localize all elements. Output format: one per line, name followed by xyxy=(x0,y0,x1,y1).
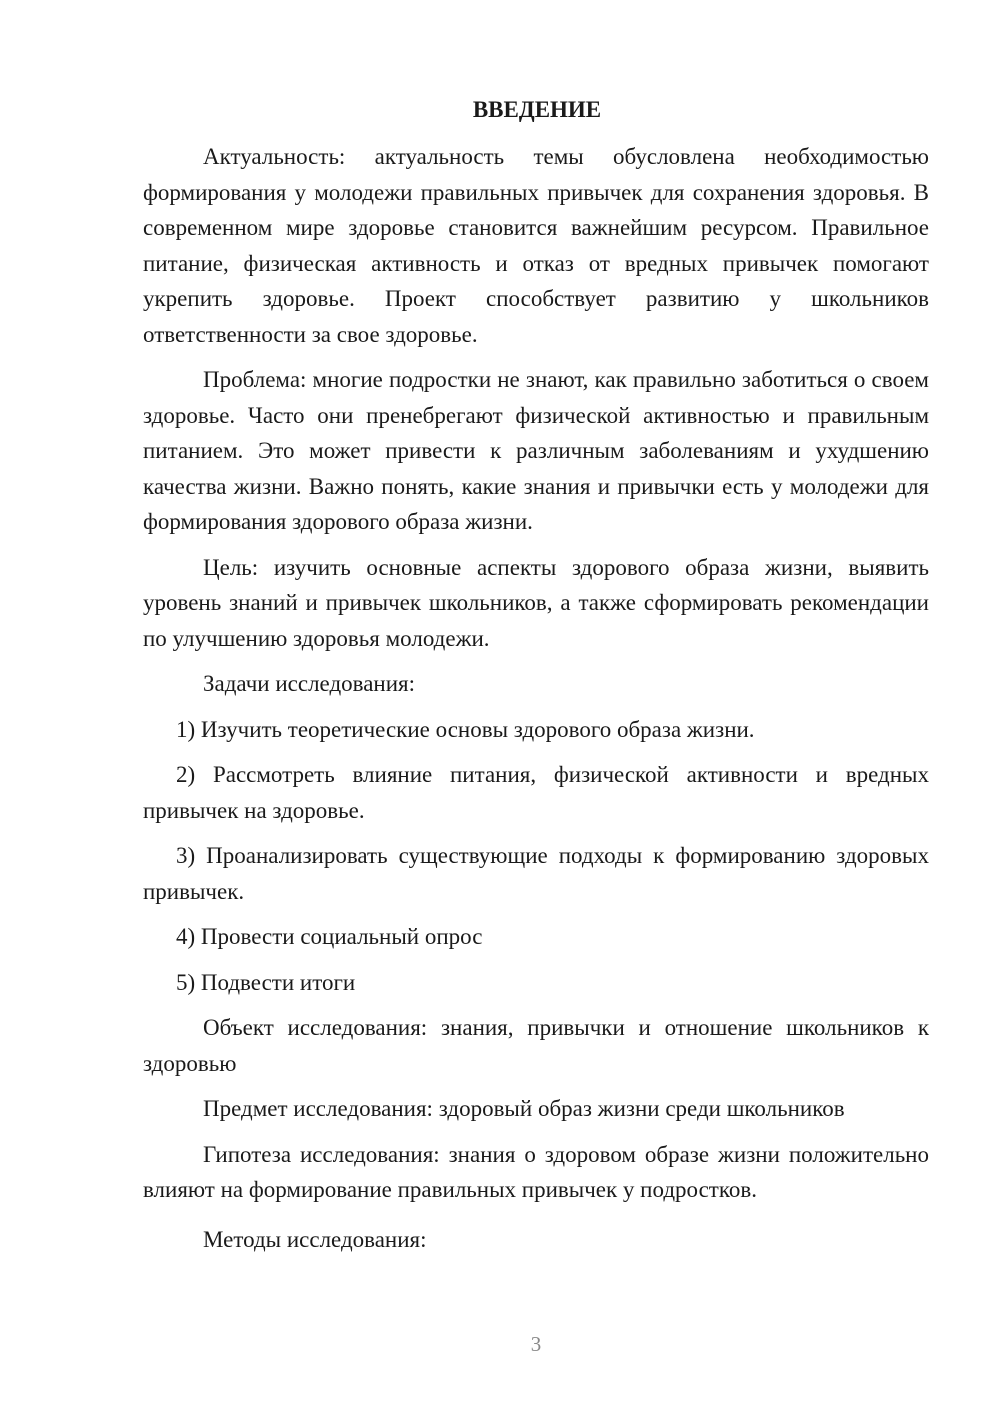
problem-paragraph: Проблема: многие подростки не знают, как правильно заботиться о своем здоровье. Часто они пренебрегают физической активностью и правильным питанием. Это может привести к различным заболеваниям и ухудшению качества жизни. Важно понять, какие знания и привычки есть у молодежи для формирования здорового образа жизни. xyxy=(143,367,929,534)
relevance-paragraph: Актуальность: актуальность темы обусловлена необходимостью формирования у молодежи правильных привычек для сохранения здоровья. В современном мире здоровье становится важнейшим ресурсом. Правильное питание, физическая активность и отказ от вредных привычек помогают укрепить здоровье. Проект способствует развитию у школьников ответственности за свое здоровье. xyxy=(143,144,929,347)
methods-heading: Методы исследования: xyxy=(203,1226,427,1252)
task-item-5: 5) Подвести итоги xyxy=(176,969,356,995)
task-item-1: 1) Изучить теоретические основы здорового образа жизни. xyxy=(176,716,755,742)
task-item-2: 2) Рассмотреть влияние питания, физической активности и вредных привычек на здоровье. xyxy=(143,762,929,823)
page-title: ВВЕДЕНИЕ xyxy=(472,97,602,122)
page-number: 3 xyxy=(530,1332,542,1356)
task-item-3: 3) Проанализировать существующие подходы к формированию здоровых привычек. xyxy=(143,843,929,904)
page-content xyxy=(143,95,929,1257)
object-paragraph: Объект исследования: знания, привычки и отношение школьников к здоровью xyxy=(143,1015,929,1076)
subject-paragraph: Предмет исследования: здоровый образ жизни среди школьников xyxy=(203,1096,845,1121)
hypothesis-paragraph: Гипотеза исследования: знания о здоровом образе жизни положительно влияют на формирование правильных привычек у подростков. xyxy=(143,1141,929,1202)
goal-paragraph: Цель: изучить основные аспекты здорового образа жизни, выявить уровень знаний и привычек школьников, а также сформировать рекомендации по улучшению здоровья молодежи. xyxy=(143,554,929,651)
task-item-4: 4) Провести социальный опрос xyxy=(176,924,483,949)
tasks-heading: Задачи исследования: xyxy=(203,671,416,696)
